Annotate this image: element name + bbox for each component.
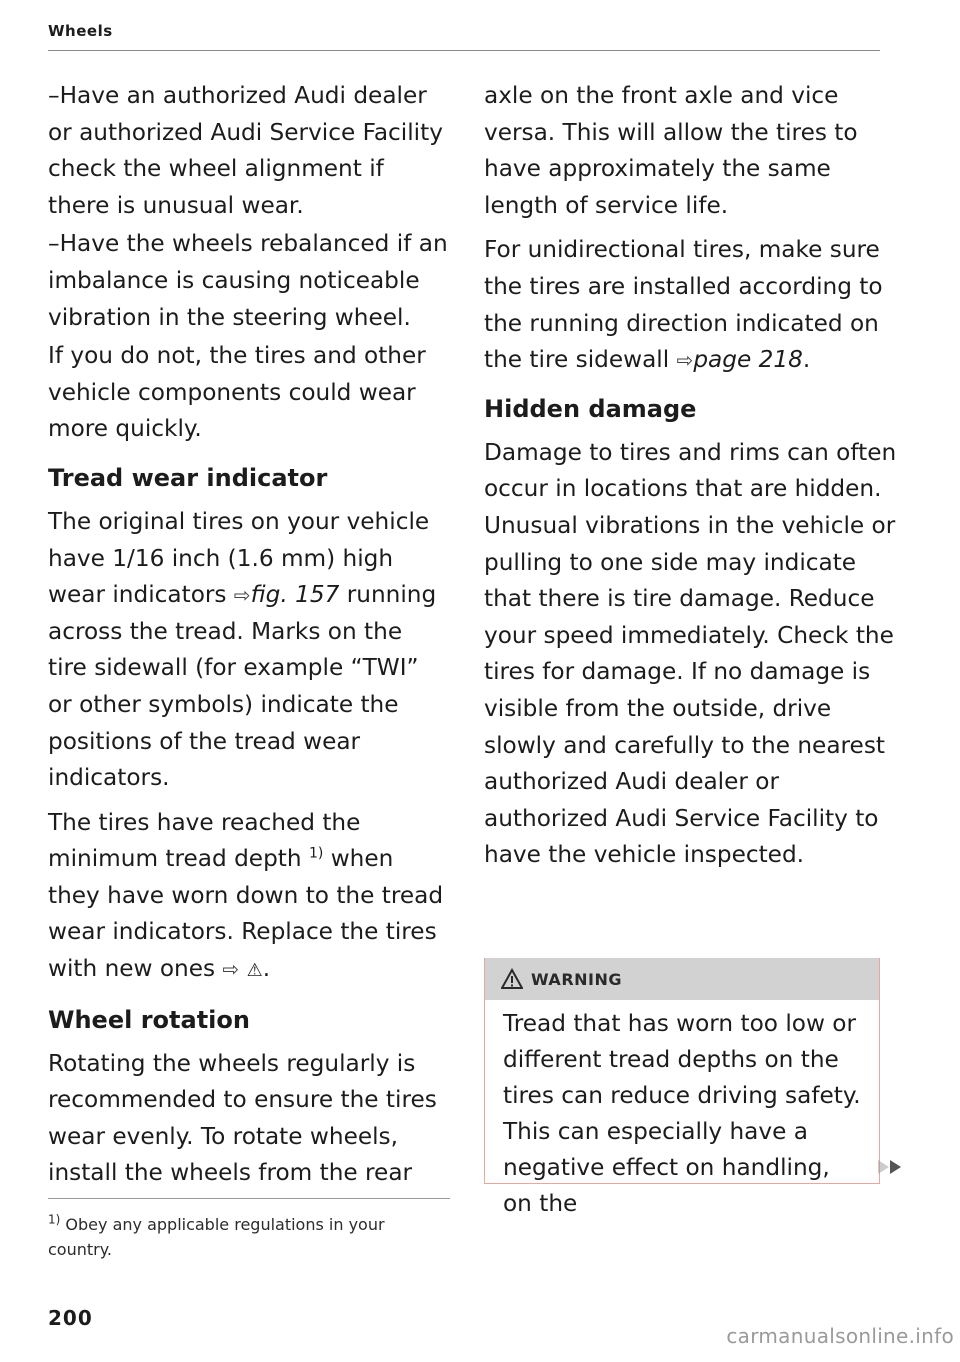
footnote — [48, 1212, 448, 1262]
warning-reference-icon[interactable]: ⚠ — [246, 960, 263, 982]
figure-reference-link[interactable]: fig. 157 — [250, 581, 340, 609]
warning-title: WARNING — [531, 969, 622, 989]
paragraph-hidden-damage: Damage to tires and rims can often occur in locations that are hidden. Unusual vibrations in the vehicle or pulling to one side may indicate that there is tire damage. Reduce your speed immediately. Check the tires for damage. If no damage is visible from the outside, drive slowly and carefully to the nearest authorized Audi dealer or authorized Audi Service Facility to have the vehicle inspected. — [484, 438, 897, 869]
footnote-text: Obey any applicable regulations in your country. — [48, 1215, 385, 1259]
list-item — [48, 226, 448, 336]
continue-arrow-icon — [890, 1160, 901, 1174]
paragraph-rotation-continued: axle on the front axle and vice versa. This will allow the tires to have approximately the same length of service life. — [484, 82, 858, 219]
arrow-right-icon: ⇨ — [233, 583, 251, 608]
text-run: when they have worn down to the tread wear indicators. Replace the tires with new ones — [48, 845, 444, 983]
paragraph-rotation: Rotating the wheels regularly is recommended to ensure the tires wear evenly. To rotate wheels, install the wheels from the rear — [48, 1049, 437, 1187]
page-reference-link[interactable]: page 218 — [693, 346, 803, 374]
continue-arrow-icon — [878, 1160, 889, 1174]
watermark: carmanualsonline.info — [726, 1324, 954, 1348]
arrow-right-icon: ⇨ — [222, 957, 240, 982]
text-run: The original tires on your vehicle have 1/16 inch (1.6 mm) high wear indicators — [48, 507, 430, 609]
arrow-right-icon: ⇨ — [676, 348, 694, 373]
section-header: Wheels — [48, 22, 113, 40]
paragraph-tread-2 — [48, 805, 448, 990]
text-run: The tires have reached the minimum tread depth — [48, 808, 361, 873]
heading-tread-wear: Tread wear indicator — [48, 463, 328, 492]
heading-hidden-damage: Hidden damage — [484, 394, 697, 423]
footnote-number: 1) — [48, 1212, 61, 1227]
page-number: 200 — [48, 1306, 93, 1330]
warning-header — [485, 958, 879, 1000]
text-run: running across the tread. Marks on the tire sidewall (for example “TWI” or other symbols) indicate the positions of the tread wear indicators. — [48, 581, 437, 792]
paragraph-unidirectional — [484, 232, 904, 378]
bullet-text: –Have an authorized Audi dealer or authorized Audi Service Facility check the wheel alignment if there is unusual wear. — [48, 82, 443, 219]
left-column — [48, 78, 448, 1192]
right-column — [484, 78, 904, 874]
text-run: . — [262, 955, 271, 983]
heading-wheel-rotation: Wheel rotation — [48, 1005, 250, 1034]
warning-box — [484, 958, 880, 1217]
footnote-divider — [48, 1198, 450, 1199]
list-item — [48, 78, 448, 224]
warning-triangle-icon — [501, 968, 523, 990]
text-run: For unidirectional tires, make sure the tires are installed according to the running direction indicated on the tire sidewall — [484, 236, 883, 374]
paragraph-consequence: If you do not, the tires and other vehicle components could wear more quickly. — [48, 342, 426, 443]
paragraph-tread-1 — [48, 504, 448, 797]
bullet-text: –Have the wheels rebalanced if an imbalance is causing noticeable vibration in the steering wheel. — [48, 230, 448, 331]
footnote-marker[interactable]: 1) — [308, 845, 324, 862]
warning-text: Tread that has worn too low or different tread depths on the tires can reduce driving safety. This can especially have a negative effect on handling, on the — [503, 1010, 861, 1217]
header-divider — [48, 50, 880, 51]
text-run: . — [802, 346, 811, 374]
